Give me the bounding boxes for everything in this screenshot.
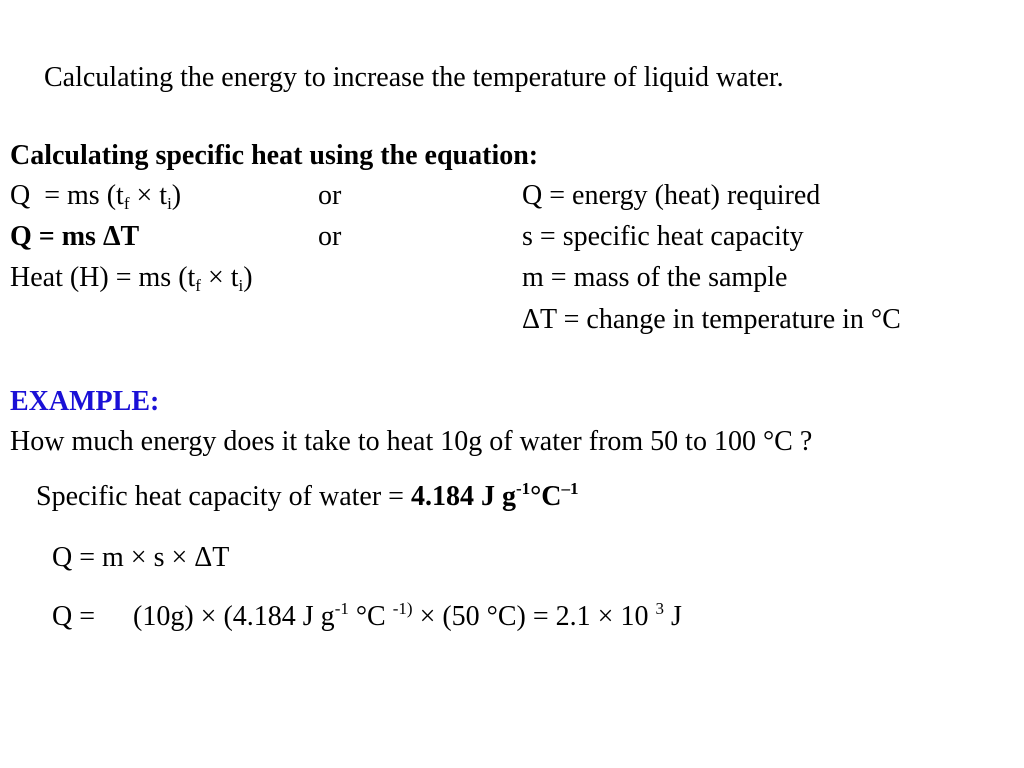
calc-part2: °C: [348, 601, 393, 632]
formula-line: Q = m × s × ΔT: [52, 542, 230, 573]
eq1-times: ×: [136, 180, 153, 211]
eq3-close: ): [243, 262, 253, 293]
section-heading: Calculating specific heat using the equation:: [10, 140, 539, 171]
eq3-t: t: [230, 262, 239, 293]
or-1: or: [318, 180, 342, 211]
definition-q: Q = energy (heat) required: [522, 180, 821, 211]
calc-part3: × (50 °C) = 2.1 × 10: [412, 601, 656, 632]
specific-heat-exp2: –1: [561, 479, 579, 498]
eq3-sub-i: i: [238, 276, 244, 295]
eq1-close: ): [171, 180, 182, 211]
specific-heat-line: [36, 481, 579, 513]
example-question: How much energy does it take to heat 10g of water from 50 to 100 °C ?: [10, 426, 813, 457]
equation-2: Q = ms ΔT: [10, 221, 140, 252]
specific-heat-unit: °C: [530, 481, 562, 512]
calc-exp3: 3: [655, 599, 664, 618]
eq1-sub-i: i: [167, 194, 172, 213]
calc-exp2: -1): [392, 599, 413, 618]
or-2: or: [318, 221, 342, 252]
equation-3: [10, 262, 253, 294]
eq1-t: t: [159, 180, 168, 211]
definition-dt: ΔT = change in temperature in °C: [522, 304, 901, 335]
eq1-main: = ms (t: [44, 180, 124, 211]
definition-m: m = mass of the sample: [522, 262, 788, 293]
calc-lhs: Q =: [52, 601, 96, 632]
calc-part1: (10g) × (4.184 J g: [133, 601, 335, 632]
calc-part4: J: [663, 601, 682, 632]
specific-heat-exp1: -1: [515, 479, 531, 498]
slide-title: Calculating the energy to increase the temperature of liquid water.: [44, 62, 784, 93]
definition-s: s = specific heat capacity: [522, 221, 804, 252]
equation-1: [10, 180, 181, 212]
specific-heat-value: 4.184 J g: [410, 481, 516, 512]
eq3-prefix: Heat (H) = ms (t: [10, 262, 196, 293]
example-heading: EXAMPLE:: [10, 386, 160, 417]
calculation-line: [52, 601, 682, 633]
specific-heat-label: Specific heat capacity of water =: [36, 481, 411, 512]
eq3-sub-f: f: [195, 276, 201, 295]
calc-exp1: -1: [334, 599, 349, 618]
eq3-times: ×: [207, 262, 224, 293]
eq1-q: Q: [10, 180, 31, 211]
eq1-sub-f: f: [123, 194, 130, 213]
